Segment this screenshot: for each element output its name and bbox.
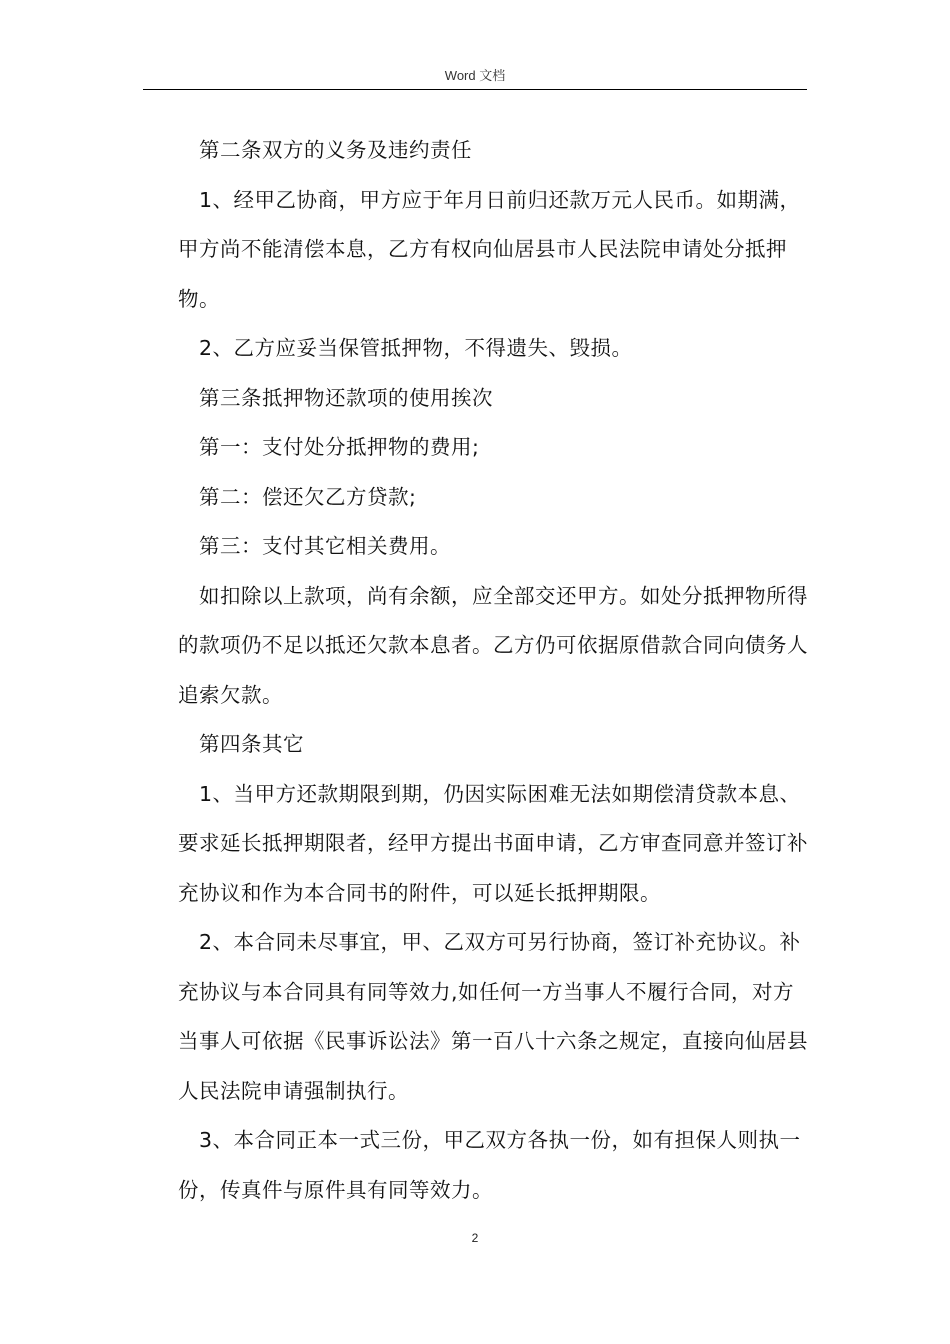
article-4-clause-2: 2、本合同未尽事宜，甲、乙双方可另行协商，签订补充协议。补充协议与本合同具有同等效力,如任何一方当事人不履行合同，对方当事人可依据《民事诉讼法》第一百八十六条之规定，直接向仙居县人民法院申请强制执行。 bbox=[178, 930, 808, 1103]
article-3-item-2: 第二：偿还欠乙方贷款; bbox=[199, 484, 417, 509]
article-4-clause-3: 3、本合同正本一式三份，甲乙双方各执一份，如有担保人则执一份，传真件与原件具有同等效力。 bbox=[178, 1128, 801, 1202]
article-2-clause-1: 1、经甲乙协商，甲方应于年月日前归还款万元人民币。如期满，甲方尚不能清偿本息，乙方有权向仙居县市人民法院申请处分抵押物。 bbox=[178, 187, 801, 311]
page-header bbox=[143, 66, 807, 88]
header-title: Word 文档 bbox=[444, 68, 506, 83]
article-3-item-1: 第一：支付处分抵押物的费用; bbox=[199, 435, 480, 459]
document-body bbox=[178, 126, 808, 1215]
header-divider bbox=[143, 89, 807, 90]
page-number: 2 bbox=[471, 1231, 479, 1245]
article-3-item-3: 第三：支付其它相关费用。 bbox=[199, 534, 451, 558]
article-4-clause-1: 1、当甲方还款期限到期，仍因实际困难无法如期偿清贷款本息、要求延长抵押期限者，经甲方提出书面申请，乙方审查同意并签订补充协议和作为本合同书的附件，可以延长抵押期限。 bbox=[178, 781, 808, 905]
article-4-heading: 第四条其它 bbox=[199, 732, 304, 756]
article-3-remainder-clause: 如扣除以上款项，尚有余额，应全部交还甲方。如处分抵押物所得的款项仍不足以抵还欠款本息者。乙方仍可依据原借款合同向债务人追索欠款。 bbox=[178, 583, 808, 707]
article-2-heading: 第二条双方的义务及违约责任 bbox=[199, 138, 472, 162]
article-3-heading: 第三条抵押物还款项的使用挨次 bbox=[199, 385, 493, 410]
article-2-clause-2: 2、乙方应妥当保管抵押物，不得遗失、毁损。 bbox=[199, 336, 633, 360]
